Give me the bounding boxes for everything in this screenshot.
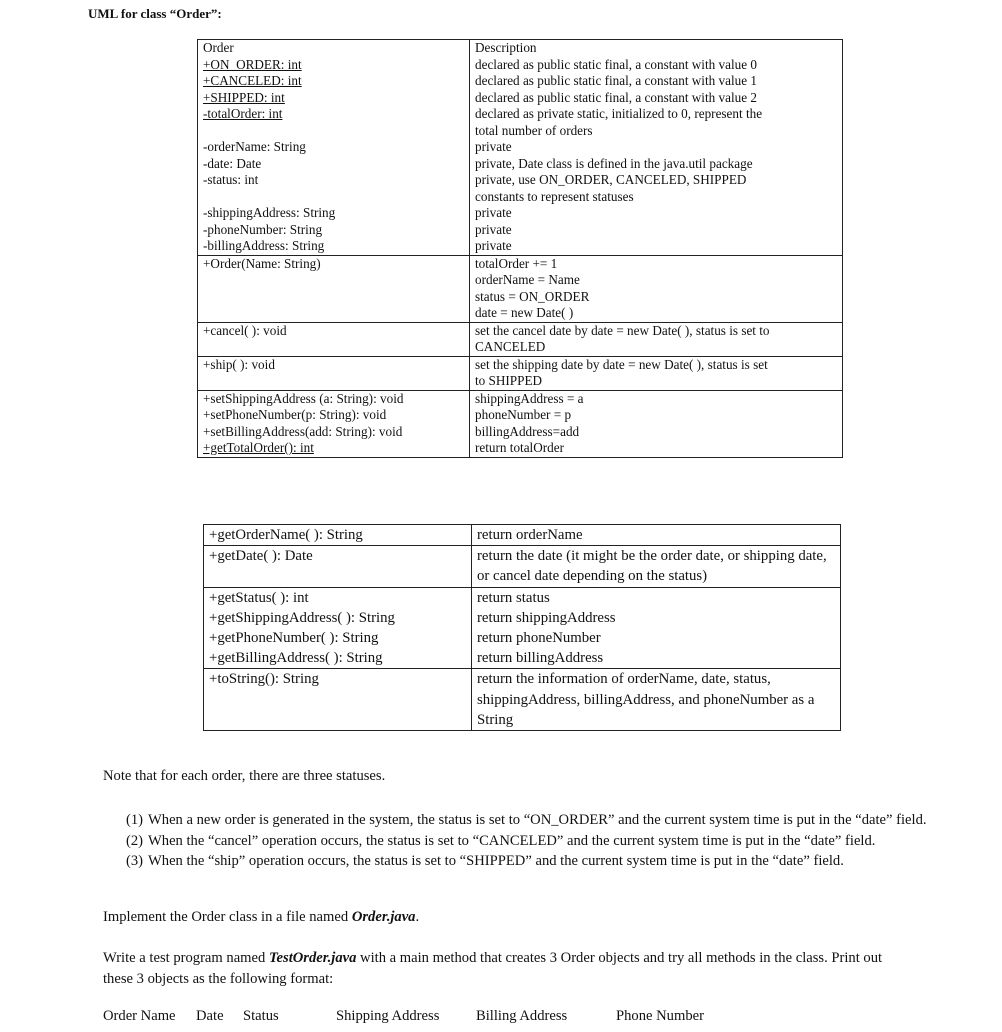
uml-row (198, 255, 843, 322)
uml-member: +getBillingAddress( ): String (209, 650, 383, 667)
uml-description: return totalOrder (475, 440, 564, 455)
uml-member: +getShippingAddress( ): String (209, 609, 395, 626)
uml-member: +setPhoneNumber(p: String): void (203, 407, 387, 422)
status-list (126, 810, 966, 872)
uml-description: billingAddress=add (475, 423, 580, 439)
implement-instruction (103, 907, 419, 928)
uml-description-cell (472, 587, 841, 669)
uml-description: return the date (it might be the order date, or shipping date, or cancel date depending on the status) (477, 548, 827, 585)
uml-description: return status (477, 589, 550, 606)
uml-description: phoneNumber = p (475, 407, 572, 422)
header-status: Status (243, 1008, 279, 1024)
implement-text: Implement the Order class in a file named (103, 909, 352, 925)
implement-period: . (415, 909, 420, 925)
uml-member: +getOrderName( ): String (209, 527, 363, 543)
uml-description: set the cancel date by date = new Date( ), status is set to (475, 322, 770, 338)
uml-description: constants to represent statuses (475, 188, 634, 204)
uml-member: -billingAddress: String (203, 238, 325, 253)
test-text: Write a test program named (103, 950, 269, 966)
uml-member: +getDate( ): Date (209, 548, 313, 565)
uml-member: +setShippingAddress (a: String): void (203, 390, 404, 406)
uml-member: +getStatus( ): int (209, 589, 309, 606)
uml-member: -phoneNumber: String (203, 221, 323, 237)
status-number: (2) (126, 832, 144, 849)
uml-description-cell (470, 40, 843, 256)
status-item (126, 851, 966, 872)
status-text: When the “cancel” operation occurs, the status is set to “CANCELED” and the current system time is put in the “date” field. (148, 832, 876, 849)
status-number: (3) (126, 853, 144, 869)
status-note: Note that for each order, there are three statuses. (103, 768, 386, 784)
uml-member-cell (198, 40, 470, 256)
uml-member: Order (203, 40, 234, 55)
uml-member: -shippingAddress: String (203, 205, 336, 220)
uml-member-cell (204, 587, 472, 669)
uml-description: totalOrder += 1 (475, 255, 558, 271)
test-instruction (103, 948, 882, 989)
header-phone-number: Phone Number (616, 1008, 704, 1024)
uml-description: return billingAddress (477, 650, 604, 667)
header-shipping-address: Shipping Address (336, 1008, 440, 1024)
order-java-filename: Order.java (351, 909, 416, 925)
uml-member: -totalOrder: int (203, 106, 283, 121)
uml-description: shippingAddress = a (475, 390, 584, 406)
uml-table-getters (203, 524, 841, 731)
uml-member-cell (198, 356, 470, 390)
test-text-line2: these 3 objects as the following format: (103, 970, 334, 987)
uml-member: +CANCELED: int (203, 73, 302, 88)
uml-description-cell (472, 546, 841, 587)
uml-member-cell (204, 525, 472, 546)
uml-description: private (475, 139, 512, 154)
page-title: UML for class “Order”: (88, 6, 222, 21)
uml-description: status = ON_ORDER (475, 288, 590, 304)
header-order-name: Order Name (103, 1008, 176, 1024)
uml-description: orderName = Name (475, 272, 580, 287)
uml-member-cell (204, 546, 472, 587)
uml-description: private (475, 205, 512, 220)
uml-table-order (197, 39, 843, 458)
uml-member (203, 123, 469, 140)
uml-description: private, Date class is defined in the java.util package (475, 155, 753, 171)
uml-row (204, 587, 841, 669)
uml-row (198, 390, 843, 457)
uml-member: -date: Date (203, 155, 262, 171)
uml-description: total number of orders (475, 122, 593, 138)
uml-description: Description (475, 40, 537, 55)
header-billing-address: Billing Address (476, 1008, 568, 1024)
uml-member: +getTotalOrder(): int (203, 440, 314, 455)
uml-description-cell (472, 669, 841, 731)
uml-description: return the information of orderName, date, status, shippingAddress, billingAddress, and phoneNumber as a String (477, 671, 815, 728)
uml-description: to SHIPPED (475, 373, 543, 388)
uml-description-cell (472, 525, 841, 546)
uml-description: return orderName (477, 527, 583, 543)
uml-member: +setBillingAddress(add: String): void (203, 423, 403, 439)
test-text-rest: with a main method that creates 3 Order objects and try all methods in the class. Print out (356, 950, 883, 966)
uml-member: +Order(Name: String) (203, 255, 321, 271)
uml-description: declared as public static final, a constant with value 0 (475, 56, 757, 72)
uml-member (203, 189, 469, 206)
uml-member: -orderName: String (203, 139, 306, 154)
header-date: Date (196, 1008, 224, 1024)
uml-description: CANCELED (475, 339, 546, 354)
uml-member-cell (204, 669, 472, 731)
uml-description-cell (470, 390, 843, 457)
uml-row (198, 356, 843, 390)
uml-description: private (475, 238, 512, 253)
uml-description: declared as public static final, a constant with value 1 (475, 73, 757, 88)
uml-description: private, use ON_ORDER, CANCELED, SHIPPED (475, 172, 747, 187)
uml-description: set the shipping date by date = new Date( ), status is set (475, 356, 768, 372)
uml-member-cell (198, 255, 470, 322)
uml-description: return phoneNumber (477, 630, 601, 647)
uml-description: declared as private static, initialized to 0, represent the (475, 106, 763, 121)
uml-member: +toString(): String (209, 671, 319, 688)
status-item (126, 810, 966, 831)
uml-member-cell (198, 322, 470, 356)
uml-member: -status: int (203, 172, 259, 187)
uml-row (198, 322, 843, 356)
uml-member: +getPhoneNumber( ): String (209, 630, 379, 647)
uml-description: date = new Date( ) (475, 305, 574, 320)
uml-description: private (475, 221, 512, 237)
uml-description-cell (470, 255, 843, 322)
testorder-java-filename: TestOrder.java (268, 950, 357, 966)
status-text: When a new order is generated in the system, the status is set to “ON_ORDER” and the current system time is put in the “date” field. (148, 812, 927, 828)
uml-row (204, 669, 841, 731)
uml-member-cell (198, 390, 470, 457)
uml-member: +cancel( ): void (203, 322, 287, 338)
uml-row (198, 40, 843, 256)
uml-member: +SHIPPED: int (203, 89, 285, 105)
status-number: (1) (126, 812, 144, 828)
uml-description: return shippingAddress (477, 609, 616, 626)
uml-row (204, 546, 841, 587)
uml-description-cell (470, 356, 843, 390)
uml-row (204, 525, 841, 546)
uml-description: declared as public static final, a constant with value 2 (475, 89, 757, 105)
status-item (126, 831, 966, 852)
uml-description-cell (470, 322, 843, 356)
uml-member: +ship( ): void (203, 356, 275, 372)
uml-member: +ON_ORDER: int (203, 56, 302, 72)
status-text: When the “ship” operation occurs, the status is set to “SHIPPED” and the current system time is put in the “date” field. (148, 853, 844, 869)
